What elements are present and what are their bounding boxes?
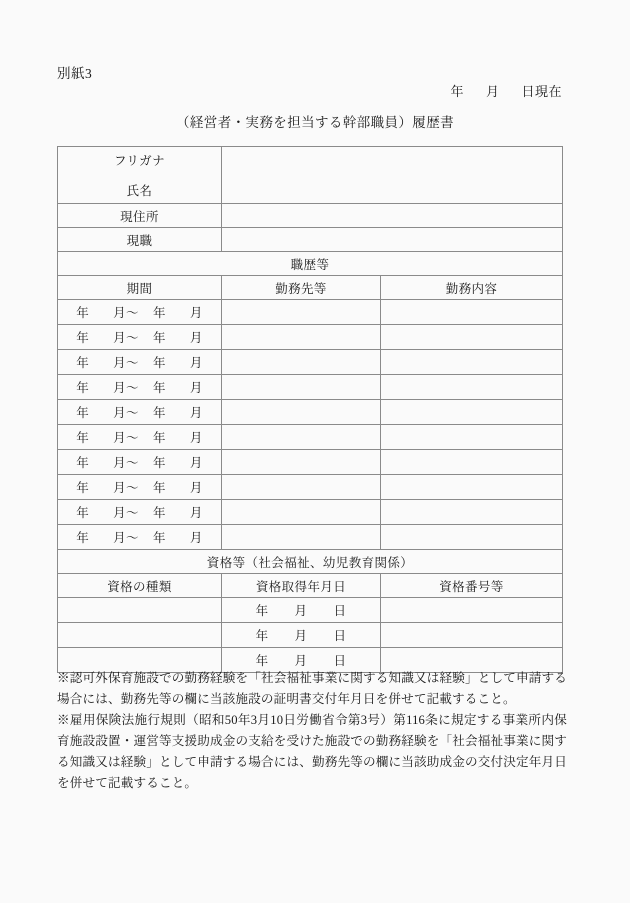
work-history-header-duties: 勤務内容 <box>381 276 563 300</box>
table-row-work-history-headers <box>58 276 563 300</box>
qualification-date-year: 年 <box>255 629 269 643</box>
period-month-from: 月〜 <box>113 381 139 395</box>
period-month-from: 月〜 <box>113 306 139 320</box>
work-history-duties-cell[interactable] <box>381 425 563 450</box>
qualification-number-cell[interactable] <box>381 598 563 623</box>
period-year-from: 年 <box>76 456 90 470</box>
table-row <box>58 325 563 350</box>
qualification-date-cell[interactable] <box>222 623 381 648</box>
current-position-label: 現職 <box>58 228 222 252</box>
period-year-to: 年 <box>152 381 166 395</box>
work-history-workplace-cell[interactable] <box>222 525 381 550</box>
period-year-from: 年 <box>76 406 90 420</box>
qualification-section-header: 資格等（社会福祉、幼児教育関係） <box>58 550 563 574</box>
period-year-to: 年 <box>152 431 166 445</box>
work-history-header-period: 期間 <box>58 276 222 300</box>
work-history-period-cell[interactable] <box>58 425 222 450</box>
qualification-date-day: 日 <box>333 629 347 643</box>
table-row-work-history-section <box>58 252 563 276</box>
work-history-workplace-cell[interactable] <box>222 325 381 350</box>
work-history-workplace-cell[interactable] <box>222 475 381 500</box>
table-row-current-position <box>58 228 563 252</box>
period-year-from: 年 <box>76 306 90 320</box>
table-row-qualification-section <box>58 550 563 574</box>
name-label-cell <box>58 147 222 204</box>
qualification-date-day: 日 <box>333 654 347 668</box>
work-history-workplace-cell[interactable] <box>222 375 381 400</box>
work-history-period-cell[interactable] <box>58 525 222 550</box>
period-month-to: 月 <box>189 431 203 445</box>
period-year-from: 年 <box>76 356 90 370</box>
qualification-header-number: 資格番号等 <box>381 574 563 598</box>
qualification-date-cell[interactable] <box>222 598 381 623</box>
name-value-cell[interactable] <box>222 147 563 204</box>
period-year-from: 年 <box>76 481 90 495</box>
table-row <box>58 375 563 400</box>
work-history-duties-cell[interactable] <box>381 400 563 425</box>
work-history-duties-cell[interactable] <box>381 500 563 525</box>
qualification-type-cell[interactable] <box>58 623 222 648</box>
address-value-cell[interactable] <box>222 204 563 228</box>
address-label: 現住所 <box>58 204 222 228</box>
period-year-from: 年 <box>76 331 90 345</box>
period-month-from: 月〜 <box>113 481 139 495</box>
period-year-to: 年 <box>152 531 166 545</box>
table-row <box>58 475 563 500</box>
work-history-duties-cell[interactable] <box>381 525 563 550</box>
qualification-header-type: 資格の種類 <box>58 574 222 598</box>
work-history-duties-cell[interactable] <box>381 475 563 500</box>
period-month-from: 月〜 <box>113 406 139 420</box>
work-history-period-cell[interactable] <box>58 450 222 475</box>
work-history-duties-cell[interactable] <box>381 325 563 350</box>
as-of-year-label: 年 <box>450 84 464 99</box>
work-history-workplace-cell[interactable] <box>222 500 381 525</box>
qualification-date-month: 月 <box>294 654 308 668</box>
as-of-date-line <box>450 81 562 100</box>
period-year-to: 年 <box>152 306 166 320</box>
period-month-to: 月 <box>189 356 203 370</box>
period-year-to: 年 <box>152 456 166 470</box>
qualification-header-acquired-date: 資格取得年月日 <box>222 574 381 598</box>
qualification-date-day: 日 <box>333 604 347 618</box>
period-month-to: 月 <box>189 456 203 470</box>
table-row <box>58 350 563 375</box>
period-month-to: 月 <box>189 531 203 545</box>
work-history-workplace-cell[interactable] <box>222 350 381 375</box>
table-row <box>58 450 563 475</box>
period-month-to: 月 <box>189 506 203 520</box>
qualification-date-year: 年 <box>255 604 269 618</box>
page-title: （経営者・実務を担当する幹部職員）履歴書 <box>176 115 454 130</box>
table-row-address <box>58 204 563 228</box>
as-of-month-label: 月 <box>485 84 500 99</box>
work-history-section-header: 職歴等 <box>58 252 563 276</box>
work-history-period-cell[interactable] <box>58 300 222 325</box>
current-position-value-cell[interactable] <box>222 228 563 252</box>
period-month-from: 月〜 <box>113 456 139 470</box>
table-row <box>58 400 563 425</box>
work-history-period-cell[interactable] <box>58 475 222 500</box>
period-month-from: 月〜 <box>113 356 139 370</box>
period-year-to: 年 <box>152 506 166 520</box>
work-history-duties-cell[interactable] <box>381 300 563 325</box>
work-history-duties-cell[interactable] <box>381 450 563 475</box>
footnote-item: ※雇用保険法施行規則（昭和50年3月10日労働省令第3号）第116条に規定する事業所内保育施設設置・運営等支援助成金の支給を受けた施設での勤務経験を「社会福祉事業に関する知識又は経験」として申請する場合には、勤務先等の欄に当該助成金の交付決定年月日を併せて記載すること。 <box>57 713 567 790</box>
period-month-from: 月〜 <box>113 531 139 545</box>
work-history-header-workplace: 勤務先等 <box>222 276 381 300</box>
document-label: 別紙3 <box>57 66 93 81</box>
table-row <box>58 525 563 550</box>
qualification-date-year: 年 <box>255 654 269 668</box>
as-of-day-label: 日現在 <box>521 84 562 99</box>
table-row-name <box>58 147 563 204</box>
table-row <box>58 623 563 648</box>
qualification-type-cell[interactable] <box>58 598 222 623</box>
work-history-period-cell[interactable] <box>58 500 222 525</box>
period-year-to: 年 <box>152 481 166 495</box>
table-row <box>58 300 563 325</box>
period-year-from: 年 <box>76 531 90 545</box>
period-month-from: 月〜 <box>113 331 139 345</box>
period-month-to: 月 <box>189 481 203 495</box>
work-history-workplace-cell[interactable] <box>222 425 381 450</box>
period-month-from: 月〜 <box>113 506 139 520</box>
period-month-to: 月 <box>189 331 203 345</box>
period-month-to: 月 <box>189 381 203 395</box>
period-year-from: 年 <box>76 381 90 395</box>
work-history-workplace-cell[interactable] <box>222 450 381 475</box>
table-row <box>58 500 563 525</box>
period-month-to: 月 <box>189 406 203 420</box>
work-history-period-cell[interactable] <box>58 375 222 400</box>
qualification-date-month: 月 <box>294 604 308 618</box>
qualification-number-cell[interactable] <box>381 623 563 648</box>
period-year-to: 年 <box>152 406 166 420</box>
work-history-workplace-cell[interactable] <box>222 400 381 425</box>
period-year-to: 年 <box>152 356 166 370</box>
work-history-period-cell[interactable] <box>58 400 222 425</box>
footnote-item: ※認可外保育施設での勤務経験を「社会福祉事業に関する知識又は経験」として申請する場合には、勤務先等の欄に当該施設の証明書交付年月日を併せて記載すること。 <box>57 671 567 706</box>
table-row <box>58 598 563 623</box>
work-history-period-cell[interactable] <box>58 350 222 375</box>
furigana-label: フリガナ <box>114 154 165 168</box>
table-row-qualification-headers <box>58 574 563 598</box>
work-history-period-cell[interactable] <box>58 325 222 350</box>
qualification-date-month: 月 <box>294 629 308 643</box>
footnotes <box>57 668 567 794</box>
period-year-from: 年 <box>76 506 90 520</box>
period-month-from: 月〜 <box>113 431 139 445</box>
period-year-from: 年 <box>76 431 90 445</box>
table-row <box>58 425 563 450</box>
work-history-duties-cell[interactable] <box>381 375 563 400</box>
period-year-to: 年 <box>152 331 166 345</box>
work-history-duties-cell[interactable] <box>381 350 563 375</box>
name-label: 氏名 <box>126 184 153 198</box>
resume-form-table <box>57 146 563 673</box>
period-month-to: 月 <box>189 306 203 320</box>
work-history-workplace-cell[interactable] <box>222 300 381 325</box>
